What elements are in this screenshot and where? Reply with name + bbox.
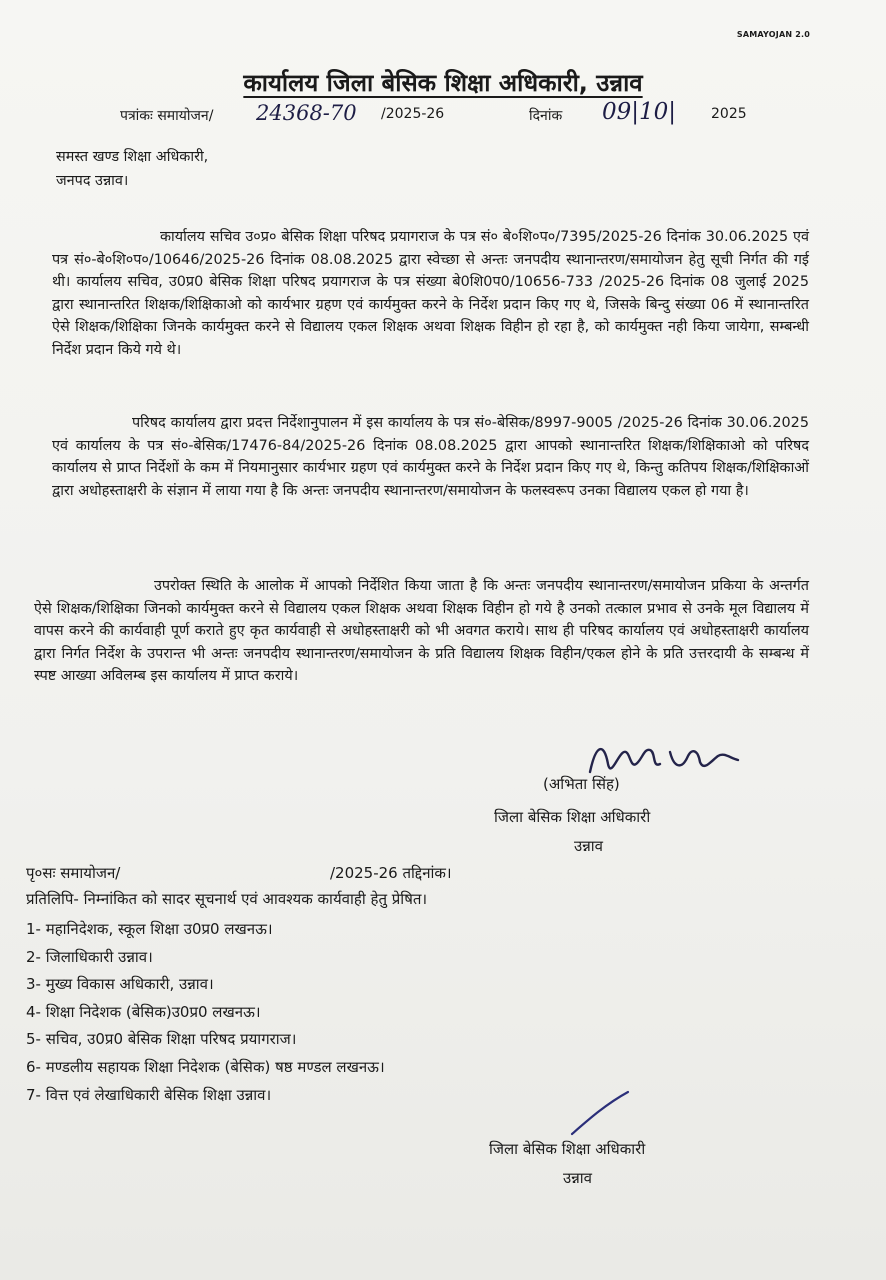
list-item: 1- महानिदेशक, स्कूल शिक्षा उ0प्र0 लखनऊ। <box>26 920 273 938</box>
addressee-line-1: समस्त खण्ड शिक्षा अधिकारी, <box>56 149 209 165</box>
signatory-name: (अभिता सिंह) <box>543 775 620 793</box>
list-item: 7- वित्त एवं लेखाधिकारी बेसिक शिक्षा उन्नाव। <box>26 1085 272 1104</box>
copy-intro: प्रतिलिपि- निम्नांकित को सादर सूचनार्थ एवं आवश्यक कार्यवाही हेतु प्रेषित। <box>26 890 428 908</box>
paragraph-3: उपरोक्त स्थिति के आलोक में आपको निर्देशित किया जाता है कि अन्तः जनपदीय स्थानान्तरण/समायोजन प्रकिया के अन्तर्गत ऐसे शिक्षक/शिक्षिका जिनको कार्यमुक्त करने से विद्यालय एकल शिक्षक अथवा शिक्षक विहीन हो गये है उनको तत्काल प्रभाव से उनके मूल विद्यालय में वापस करने की कार्यवाही पूर्ण कराते हुए कृत कार्यवाही से अधोहस्ताक्षरी को भी अवगत कराये। साथ ही परिषद कार्यालय एवं अधोहस्ताक्षरी कार्यालय द्वारा निर्गत निर्देश के उपरान्त भी अन्तः जनपदीय स्थानान्तरण/समायोजन के प्रति विद्यालय शिक्षक विहीन/एकल होने के प्रति उत्तरदायी के सम्बन्ध में स्पष्ट आख्या अविलम्ब इस कार्यालय में प्राप्त कराये। <box>34 578 809 685</box>
footer-signatory-title: जिला बेसिक शिक्षा अधिकारी <box>489 1140 646 1158</box>
list-item: 2- जिलाधिकारी उन्नाव। <box>26 947 153 966</box>
paragraph-1: कार्यालय सचिव उ०प्र० बेसिक शिक्षा परिषद प्रयागराज के पत्र सं० बे०शि०प०/7395/2025-26 दिनांक 30.06.2025 एवं पत्र सं०-बे०शि०प०/10646/2025-26 दिनांक 08.08.2025 द्वारा स्वेच्छा से अन्तः जनपदीय स्थानान्तरण/समायोजन हेतु सूची निर्गत की गई थी। कार्यालय सचिव, उ0प्र0 बेसिक शिक्षा परिषद प्रयागराज के पत्र संख्या बे0शि0प0/10656-733 /2025-26 दिनांक 08 जुलाई 2025 द्वारा स्थानान्तरित शिक्षक/शिक्षिकाओ को कार्यभार ग्रहण एवं कार्यमुक्त करने के निर्देश प्रदान किए गए थे, जिसके बिन्दु संख्या 06 में स्थानान्तरित ऐसे शिक्षक/शिक्षिका जिनके कार्यमुक्त करने से विद्यालय एकल शिक्षक अथवा शिक्षक विहीन हो रहा है, को कार्यमुक्त नही किया जायेगा, सम्बन्धी निर्देश प्रदान किये गये थे। <box>52 229 809 358</box>
copy-recipients-list <box>26 916 385 1109</box>
copy-reference-right: /2025-26 तद्दिनांक। <box>330 864 452 882</box>
list-item: 5- सचिव, उ0प्र0 बेसिक शिक्षा परिषद प्रयागराज। <box>26 1030 297 1049</box>
initial-stroke <box>566 1088 634 1140</box>
date-label: दिनांक <box>529 108 563 124</box>
signatory-place: उन्नाव <box>574 837 603 855</box>
signatory-title: जिला बेसिक शिक्षा अधिकारी <box>494 808 651 826</box>
copy-reference-left: पृ०सः समायोजन/ <box>26 864 121 882</box>
addressee-line-2: जनपद उन्नाव। <box>56 173 129 189</box>
list-item: 3- मुख्य विकास अधिकारी, उन्नाव। <box>26 975 214 994</box>
document-tag: SAMAYOJAN 2.0 <box>736 30 810 39</box>
list-item: 6- मण्डलीय सहायक शिक्षा निदेशक (बेसिक) षष्ठ मण्डल लखनऊ। <box>26 1057 385 1076</box>
list-item: 4- शिक्षा निदेशक (बेसिक)उ0प्र0 लखनऊ। <box>26 1002 261 1021</box>
office-title: कार्यालय जिला बेसिक शिक्षा अधिकारी, उन्नाव <box>243 69 643 97</box>
footer-signatory-place: उन्नाव <box>563 1169 592 1187</box>
reference-number-handwritten: 24368-70 <box>256 101 357 125</box>
paragraph-2: परिषद कार्यालय द्वारा प्रदत्त निर्देशानुपालन में इस कार्यालय के पत्र सं०-बेसिक/8997-9005 /2025-26 दिनांक 30.06.2025 एवं कार्यालय के पत्र सं०-बेसिक/17476-84/2025-26 दिनांक 08.08.2025 द्वारा आपको स्थानान्तरित शिक्षक/शिक्षिकाओ को परिषद कार्यालय से प्राप्त निर्देशों के कम में नियमानुसार कार्यभार ग्रहण एवं कार्यमुक्त करने के निर्देश प्रदान किए गए थे, किन्तु कतिपय शिक्षक/शिक्षिकाओं द्वारा अधोहस्ताक्षरी के संज्ञान में लाया गया है कि अन्तः जनपदीय स्थानान्तरण/समायोजन के फलस्वरूप उनका विद्यालय एकल हो गया है। <box>52 415 809 499</box>
reference-session: /2025-26 <box>381 106 445 122</box>
reference-label: पत्रांकः समायोजन/ <box>120 108 214 124</box>
date-handwritten: 09|10| <box>602 99 677 125</box>
addressee <box>56 145 208 193</box>
date-year: 2025 <box>711 106 747 122</box>
